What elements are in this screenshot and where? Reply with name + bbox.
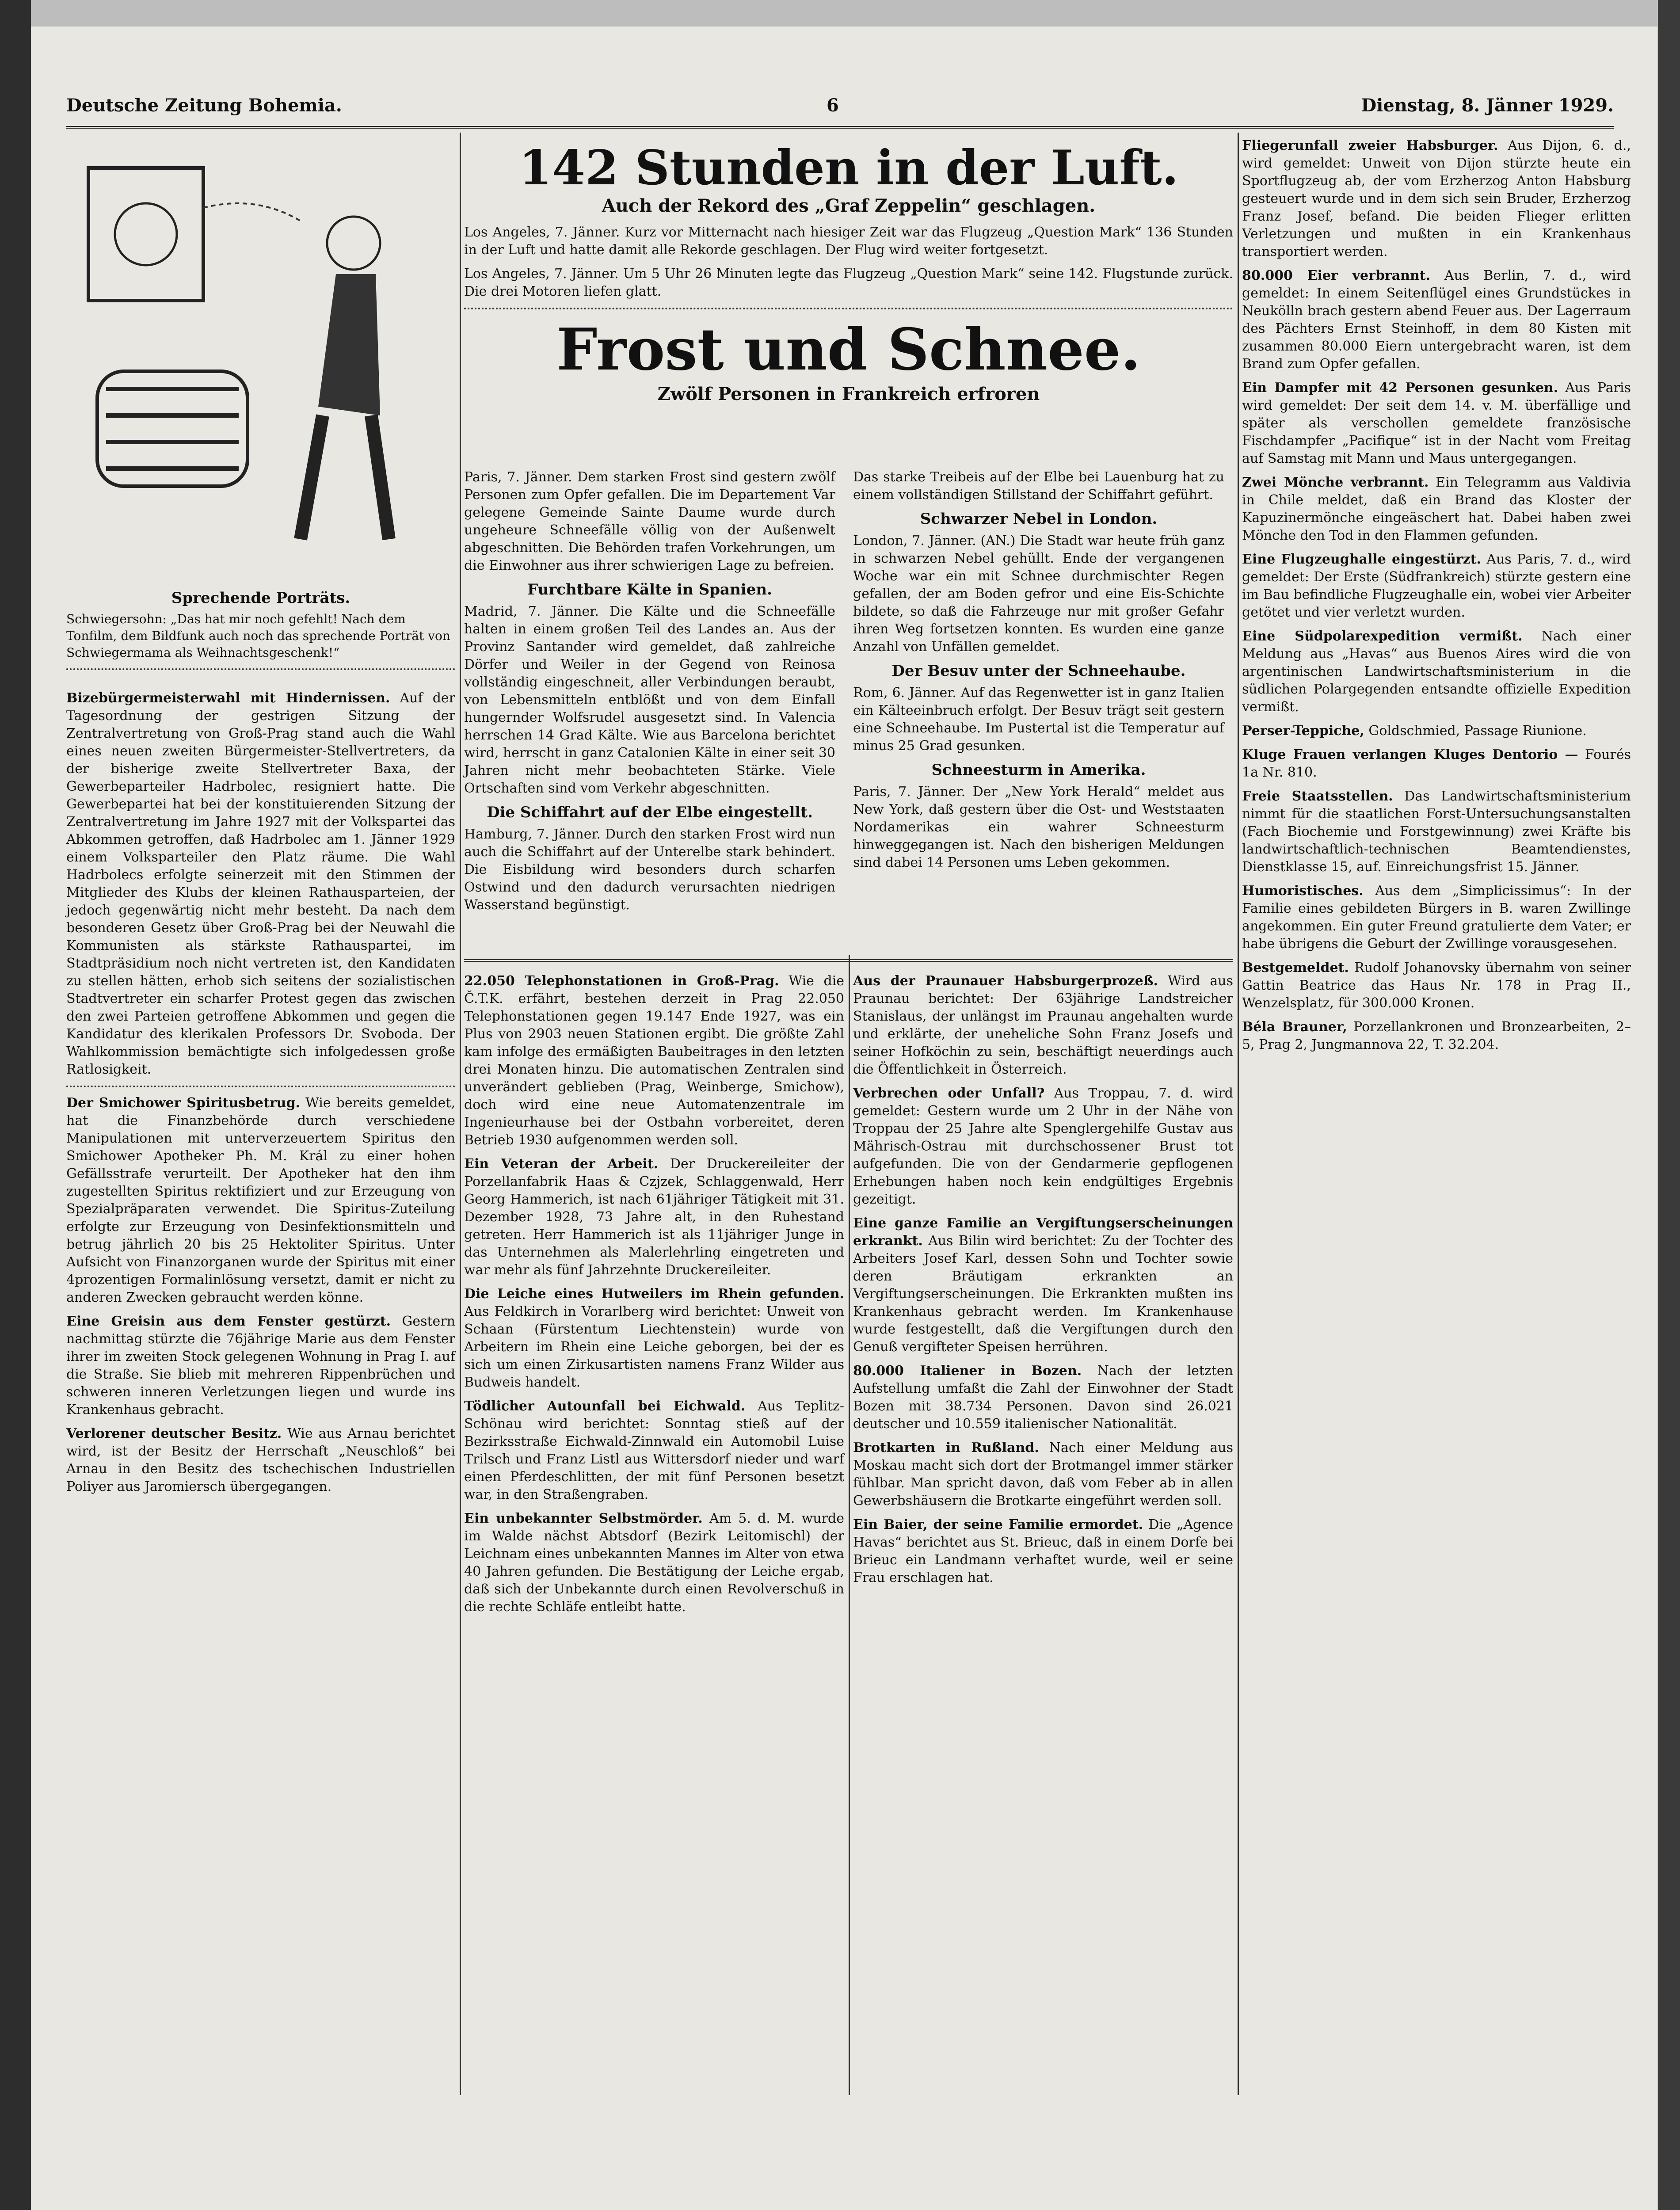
article	[853, 1516, 1233, 1587]
article-head: Bizebürgermeisterwahl mit Hindernissen.	[66, 690, 390, 706]
article-text: Das Landwirtschaftsministerium nimmt für die staatlichen Forst-Untersuchungsanstalten (Fach Biochemie und Forstgewinnung) zwei Kräfte bis landwirtschaftlich-technischen Beamtendienstes, Dienstklasse 15, auf. Einreichungsfrist 15. Jänner.	[1242, 789, 1631, 875]
cartoon-caption	[66, 583, 455, 677]
article-text: Der Druckereileiter der Porzellanfabrik Haas & Czjzek, Schlaggenwald, Herr Georg Hammerich, ist nach 61jähriger Tätigkeit mit 31. Dezember 1928, 73 Jahre alt, in den Ruhestand getreten. Herr Hammerich ist als 11jähriger Junge in das Unternehmen als Malerlehrling eingetreten und war mehr als fünf Jahrzehnte Druckereileiter.	[464, 1156, 844, 1278]
page-number: 6	[827, 95, 839, 116]
article-head: Der Besuv unter der Schneehaube.	[891, 662, 1186, 680]
article	[1242, 882, 1631, 953]
article-text: Die „Agence Havas“ berichtet aus St. Brieuc, daß in einem Dorfe bei Brieuc ein Landmann verhaftet wurde, weil er seine Frau erschlagen hat.	[853, 1517, 1233, 1585]
article-head: Eine ganze Familie an Vergiftungserscheinungen erkrankt.	[853, 1216, 1233, 1249]
article	[1242, 137, 1631, 261]
column-3	[853, 972, 1233, 1593]
ad-text: Fourés 1a Nr. 810.	[1242, 747, 1631, 780]
newspaper-name: Deutsche Zeitung Bohemia.	[66, 95, 342, 116]
man-head	[327, 217, 380, 270]
article	[66, 1425, 455, 1496]
cartoon-illustration	[71, 141, 451, 583]
article-text: Paris, 7. Jänner. Dem starken Frost sind gestern zwölf Personen zum Opfer gefallen. Die im Departement Var gelegene Gemeinde Sainte Daume wurde durch ungeheure Schneefälle völlig von der Außenwelt abgeschnitten. Die Behörden trafen Vorkehrungen, um die Einwohner aus ihrer schwierigen Lage zu befreien.	[464, 469, 835, 573]
ad-text: Goldschmied, Passage Riunione.	[1368, 723, 1587, 739]
article-text: Aus Paris wird gemeldet: Der seit dem 14. v. M. überfällige und später als verschollen gemeldete französische Fischdampfer „Pacifique“ ist in der Nacht vom Freitag auf Samstag mit Mann und Maus untergegangen.	[1242, 380, 1631, 466]
article-head: Eine Flugzeughalle eingestürzt.	[1242, 552, 1482, 567]
article	[1242, 474, 1631, 545]
column-4	[1242, 137, 1631, 1060]
article	[853, 1085, 1233, 1208]
article	[1242, 628, 1631, 716]
column-2	[464, 972, 844, 1622]
article-text: Aus Dijon, 6. d., wird gemeldet: Unweit von Dijon stürzte heute ein Sportflugzeug ab, der vom Erzherzog Anton Habsburg gesteuert wurde und in dem sich sein Bruder, Erzherzog Franz Josef, befand. Die beiden Flieger erlitten Verletzungen und mußten in ein Krankenhaus transportiert werden.	[1242, 138, 1631, 259]
article	[66, 1313, 455, 1419]
article-text: Aus Berlin, 7. d., wird gemeldet: In einem Seitenflügel eines Grundstückes in Neukölln brach gestern abend Feuer aus. Der Lagerraum des Pächters Ernst Steinhoff, in dem 80 Kisten mit zusammen 80.000 Eiern untergebracht waren, ist dem Brand zum Opfer gefallen.	[1242, 268, 1631, 372]
article	[1242, 959, 1631, 1012]
article-head: Humoristisches.	[1242, 883, 1364, 899]
header-rule	[66, 126, 1614, 129]
advertisement	[1242, 1018, 1631, 1054]
article-text: Das starke Treibeis auf der Elbe bei Lauenburg hat zu einem vollständigen Stillstand der Schiffahrt geführt.	[853, 469, 1224, 503]
article-text: Aus Teplitz-Schönau wird berichtet: Sonntag stieß auf der Bezirksstraße Eichwald-Zinnwald ein Automobil Luise Trilsch und Franz Listl aus Wittersdorf nieder und warf einen Pferdeschlitten, der mit fünf Personen besetzt war, in den Straßengraben.	[464, 1398, 845, 1502]
article-text: Nach einer Meldung aus „Havas“ aus Buenos Aires wird die von argentinischen Landwirtschaftsministerium in die südlichen Polargegenden entsandte offizielle Expedition vermißt.	[1242, 629, 1631, 715]
article-head: Die Schiffahrt auf der Elbe eingestellt.	[487, 804, 813, 821]
frost-right	[853, 469, 1224, 878]
article-text: Ein Telegramm aus Valdivia in Chile meldet, daß ein Brand das Kloster der Kapuzinermönche eingeäschert hat. Dabei haben zwei Mönche den Tod in den Flammen gefunden.	[1242, 475, 1631, 543]
article	[464, 1285, 844, 1391]
scan-left-edge	[0, 0, 31, 2210]
article	[464, 1398, 844, 1504]
headline-frost: Frost und Schnee.	[556, 316, 1141, 383]
article-head: Verlorener deutscher Besitz.	[66, 1426, 282, 1441]
article-head: Schwarzer Nebel in London.	[920, 510, 1158, 528]
article	[464, 1510, 844, 1616]
article	[853, 1439, 1233, 1510]
article-text: Nach der letzten Aufstellung umfaßt die Zahl der Einwohner der Stadt Bozen mit 38.734 Personen. Davon sind 26.021 deutscher und 10.559 italienischer Nationalität.	[853, 1363, 1233, 1432]
ad-head: Béla Brauner,	[1242, 1019, 1347, 1035]
article-text: Wie bereits gemeldet, hat die Finanzbehörde durch verschiedene Manipulationen mit unterverzeuertem Spiritus den Smichower Apotheker Ph. M. Král zu einer hohen Gefällsstrafe verurteilt. Der Apotheker hat den ihm zugestellten Spiritus rektifiziert und zur Erzeugung von Spezialpräparaten verwendet. Die Spiritus-Zuteilung erfolgte zur Erzeugung von Desinfektionsmitteln und betrug jährlich 20 bis 25 Hektoliter Spiritus. Unter Aufsicht von Finanzorganen wurde der Spiritus mit einer 4prozentigen Formalinlösung versetzt, damit er nicht zu anderen Zwecken gebraucht werden könne.	[66, 1095, 455, 1305]
article-text: Wie die Č.T.K. erfährt, bestehen derzeit in Prag 22.050 Telephonstationen gegen 19.147 Ende 1927, was ein Plus von 2903 neuen Stationen ergibt. Die größte Zahl kam infolge des ermäßigten Baubeitrages in den letzten drei Monaten hinzu. Die automatischen Zentralen sind unverändert geblieben (Prag, Weinberge, Smichow), doch wird eine neue Automatenzentrale im Ingenieurhause bei der Ostbahn vorbereitet, deren Betrieb 1930 aufgenommen werden soll.	[464, 973, 845, 1148]
article-text: Wie aus Arnau berichtet wird, ist der Besitz der Herrschaft „Neuschloß“ bei Arnau in den Besitz des tschechischen Industriellen Poliyer aus Jaromiersch übergegangen.	[66, 1426, 455, 1494]
advertisement	[1242, 746, 1631, 781]
article-head: Aus der Praunauer Habsburgerprozeß.	[853, 973, 1158, 989]
article-text: Aus Bilin wird berichtet: Zu der Tochter des Arbeiters Josef Karl, dessen Sohn und Tochter sowie deren Bräutigam erkrankten an Vergiftungserscheinungen. Die Erkrankten mußten ins Krankenhaus gebracht werden. Im Krankenhause wurde festgestellt, daß die Vergiftungen durch den Genuß vergifteter Speisen herrühren.	[853, 1233, 1233, 1355]
article	[66, 1094, 455, 1307]
article	[853, 972, 1233, 1078]
article-head: Freie Staatsstellen.	[1242, 789, 1393, 804]
article	[853, 1362, 1233, 1433]
cartoon-title: Sprechende Porträts.	[171, 589, 350, 607]
separator	[464, 308, 1233, 309]
column-rule	[1238, 133, 1239, 2095]
article-text: Aus dem „Simplicissimus“: In der Familie eines gebildeten Bürgers in B. waren Zwillinge angekommen. Ein guter Freund gratulierte dem Vater; er habe übrigens die Geburt der Zwillinge vorausgesehen.	[1242, 883, 1631, 952]
issue-date: Dienstag, 8. Jänner 1929.	[1361, 95, 1614, 116]
article-text: Auf der Tagesordnung der gestrigen Sitzung der Zentralvertretung von Groß-Prag stand auch die Wahl eines neuen zweiten Bürgermeister-Stellvertreters, da der bisherige zweite Stellvertreter Baxa, der Gewerbeparteiler Hadrbolec, resigniert hatte. Die Gewerbepartei hat bei der konstituierenden Sitzung der Zentralvertretung im Jahre 1927 mit der Volkspartei das Abkommen getroffen, daß Hadrbolec am 1. Jänner 1929 einem Volksparteiler den Platz räume. Die Wahl Hadrbolecs erfolgte seinerzeit mit den Stimmen der Mitglieder des Klubs der kleinen Rathausparteien, der jedoch gegenwärtig nicht mehr besteht. Da nach dem besonderen Gesetz über Groß-Prag bei der Neuwahl die Kommunisten als stärkste Rathauspartei, im Stadtpräsidium noch nicht vertreten ist, den Kandidaten zu stellen hätten, erhob sich seitens der sozialistischen Stadtvertreter ein scharfer Protest gegen das zwischen den zwei Parteien getroffene Abkommen und gegen die Kandidatur des klerikalen Professors Dr. Svoboda. Der Wahlkommission bemächtigte sich infolgedessen große Ratlosigkeit.	[66, 690, 455, 1077]
headline-frost-subtitle: Zwölf Personen in Frankreich erfroren	[657, 384, 1040, 404]
cartoon-text: Schwiegersohn: „Das hat mir noch gefehlt! Nach dem Tonfilm, dem Bildfunk auch noch das sprechende Porträt von Schwiegermama als Weihnachtsgeschenk!“	[66, 612, 450, 660]
article-text: Los Angeles, 7. Jänner. Kurz vor Mitternacht nach hiesiger Zeit war das Flugzeug „Question Mark“ 136 Stunden in der Luft und hatte damit alle Rekorde geschlagen. Der Flug wird weiter fortgesetzt.	[464, 225, 1233, 258]
article-text: London, 7. Jänner. (AN.) Die Stadt war heute früh ganz in schwarzen Nebel gehüllt. Ende der vergangenen Woche war ein mit Schnee durchmischter Regen gefallen, der am Boden gefror und eine Eis-Schichte bildete, so daß die Fahrzeuge nur mit großer Gefahr ihren Weg fortsetzen konnten. Es wurden eine ganze Anzahl von Unfällen gemeldet.	[853, 533, 1224, 655]
article-text: Rudolf Johanovsky übernahm von seiner Gattin Beatrice das Haus Nr. 178 in Prag II., Wenzelsplatz, für 300.000 Kronen.	[1242, 960, 1631, 1011]
article-head: Die Leiche eines Hutweilers im Rhein gefunden.	[464, 1286, 844, 1302]
article	[66, 690, 455, 1078]
ad-text: Porzellankronen und Bronzearbeiten, 2–5, Prag 2, Jungmannova 22, T. 32.204.	[1242, 1019, 1631, 1052]
article-head: Bestgemeldet.	[1242, 960, 1349, 975]
article	[464, 972, 844, 1149]
headline-142-subtitle: Auch der Rekord des „Graf Zeppelin“ geschlagen.	[602, 195, 1096, 216]
article-text: Madrid, 7. Jänner. Die Kälte und die Schneefälle halten in einem großen Teil des Landes an. Aus der Provinz Santander wird gemeldet, daß zahlreiche Dörfer und Weiler in der Gegend von Reinosa vollständig eingeschneit, aller Verbindungen beraubt, von Lebensmitteln entblößt und von dem Einfall hungernder Wolfsrudel ausgesetzt sind. In Valencia herrschen 14 Grad Kälte. Wie aus Barcelona berichtet wird, herrscht in ganz Catalonien Kälte in einer seit 30 Jahren nicht mehr beobachteten Stärke. Viele Ortschaften sind vom Verkehr abgeschnitten.	[464, 604, 835, 796]
article-text: Nach einer Meldung aus Moskau macht sich dort der Brotmangel immer stärker fühlbar. Man spricht davon, daß vom Feber ab in allen Gewerbshäusern die Brotkarte eingeführt werden soll.	[853, 1440, 1234, 1509]
separator	[66, 668, 455, 670]
article-head: Furchtbare Kälte in Spanien.	[527, 581, 772, 598]
ad-head: Kluge Frauen verlangen Kluges Dentorio —	[1242, 747, 1578, 762]
article	[1242, 551, 1631, 621]
man-legs	[301, 415, 389, 539]
article-head: 80.000 Eier verbrannt.	[1242, 268, 1431, 283]
article-head: Ein unbekannter Selbstmörder.	[464, 1511, 703, 1526]
article-head: Fliegerunfall zweier Habsburger.	[1242, 138, 1498, 153]
article	[853, 1215, 1233, 1356]
man-body	[318, 274, 380, 415]
separator	[66, 1086, 455, 1087]
article	[1242, 379, 1631, 468]
article	[1242, 788, 1631, 876]
article-text: Am 5. d. M. wurde im Walde nächst Abtsdorf (Bezirk Leitomischl) der Leichnam eines unbekannten Mannes im Alter von etwa 40 Jahren gefunden. Die Bestätigung der Leiche ergab, daß sich der Unbekannte durch einen Revolverschuß in die rechte Schläfe entleibt hatte.	[464, 1511, 844, 1615]
article-head: Zwei Mönche verbrannt.	[1242, 475, 1429, 490]
article-head: Ein Baier, der seine Familie ermordet.	[853, 1517, 1143, 1532]
article-text: Aus Paris, 7. d., wird gemeldet: Der Erste (Südfrankreich) stürzte gestern eine im Bau befindliche Flugzeughalle ein, wobei vier Arbeiter getötet und vier verletzt wurden.	[1242, 552, 1631, 620]
article-text: Hamburg, 7. Jänner. Durch den starken Frost wird nun auch die Schiffahrt auf der Unterelbe stark behindert. Die Eisbildung wird besonders durch scharfen Ostwind und den dadurch verursachten niedrigen Wasserstand begünstigt.	[464, 827, 835, 913]
headline-142-block	[464, 141, 1233, 412]
article	[464, 1155, 844, 1279]
article-head: 22.050 Telephonstationen in Groß-Prag.	[464, 973, 779, 989]
article-head: Verbrechen oder Unfall?	[853, 1086, 1045, 1101]
headline-142: 142 Stunden in der Luft.	[518, 140, 1179, 196]
article-text: Wird aus Praunau berichtet: Der 63jährige Landstreicher Stanislaus, der unlängst im Praunau angehalten wurde und erklärte, der uneheliche Sohn Franz Josefs und seiner Hofköchin zu sein, beschäftigt neuerdings auch die Öffentlichkeit in Österreich.	[853, 973, 1233, 1077]
page-header	[66, 95, 1614, 122]
column-1	[66, 690, 455, 1502]
article	[1242, 267, 1631, 373]
article-head: Eine Südpolarexpedition vermißt.	[1242, 629, 1523, 644]
armchair-stripes	[106, 389, 239, 469]
article-text: Los Angeles, 7. Jänner. Um 5 Uhr 26 Minuten legte das Flugzeug „Question Mark“ seine 142. Flugstunde zurück. Die drei Motoren liefen glatt.	[464, 266, 1233, 299]
article-head: Ein Dampfer mit 42 Personen gesunken.	[1242, 380, 1558, 396]
frost-left	[464, 469, 835, 920]
article-head: Eine Greisin aus dem Fenster gestürzt.	[66, 1314, 391, 1329]
column-rule	[849, 955, 850, 2095]
scan-right-edge	[1658, 0, 1680, 2210]
article-head: Der Smichower Spiritusbetrug.	[66, 1095, 301, 1111]
column-rule	[460, 133, 461, 2095]
portrait-face	[115, 203, 177, 265]
article-text: Aus Troppau, 7. d. wird gemeldet: Gestern wurde um 2 Uhr in der Nähe von Troppau der 25 Jahre alte Spenglergehilfe Gustav aus Mährisch-Ostrau mit durchschossener Brust tot aufgefunden. Die von der Gendarmerie gepflogenen Erhebungen haben noch kein endgültiges Ergebnis gezeitigt.	[853, 1086, 1233, 1207]
article-head: 80.000 Italiener in Bozen.	[853, 1363, 1082, 1379]
article-text: Gestern nachmittag stürzte die 76jährige Marie aus dem Fenster ihrer im zweiten Stock gelegenen Wohnung in Prag I. auf die Straße. Sie blieb mit mehreren Rippenbrüchen und schweren inneren Verletzungen liegen und wurde ins Krankenhaus gebracht.	[66, 1314, 455, 1417]
article-head: Ein Veteran der Arbeit.	[464, 1156, 659, 1172]
section-rule	[464, 959, 1233, 962]
ad-head: Perser-Teppiche,	[1242, 723, 1364, 739]
speech-lines	[203, 203, 301, 221]
article-head: Brotkarten in Rußland.	[853, 1440, 1039, 1456]
article-text: Aus Feldkirch in Vorarlberg wird berichtet: Unweit von Schaan (Fürstentum Liechtenstein) wurde von Arbeitern im Rhein eine Leiche geborgen, bei der es sich um einen Zirkusartisten namens Franz Wilder aus Budweis handelt.	[464, 1304, 844, 1390]
article-text: Paris, 7. Jänner. Der „New York Herald“ meldet aus New York, daß gestern über die Ost- und Weststaaten Nordamerikas ein wahrer Schneesturm hinweggegangen ist. Nach den bisherigen Meldungen sind dabei 14 Personen ums Leben gekommen.	[853, 784, 1224, 870]
article-text: Rom, 6. Jänner. Auf das Regenwetter ist in ganz Italien ein Kälteeinbruch erfolgt. Der Besuv trägt seit gestern eine Schneehaube. Im Pustertal ist die Temperatur auf minus 25 Grad gesunken.	[853, 685, 1224, 754]
advertisement	[1242, 722, 1631, 740]
frost-articles	[464, 469, 1233, 946]
article-head: Schneesturm in Amerika.	[931, 761, 1146, 779]
portrait-frame	[88, 168, 203, 301]
article-head: Tödlicher Autounfall bei Eichwald.	[464, 1398, 746, 1414]
